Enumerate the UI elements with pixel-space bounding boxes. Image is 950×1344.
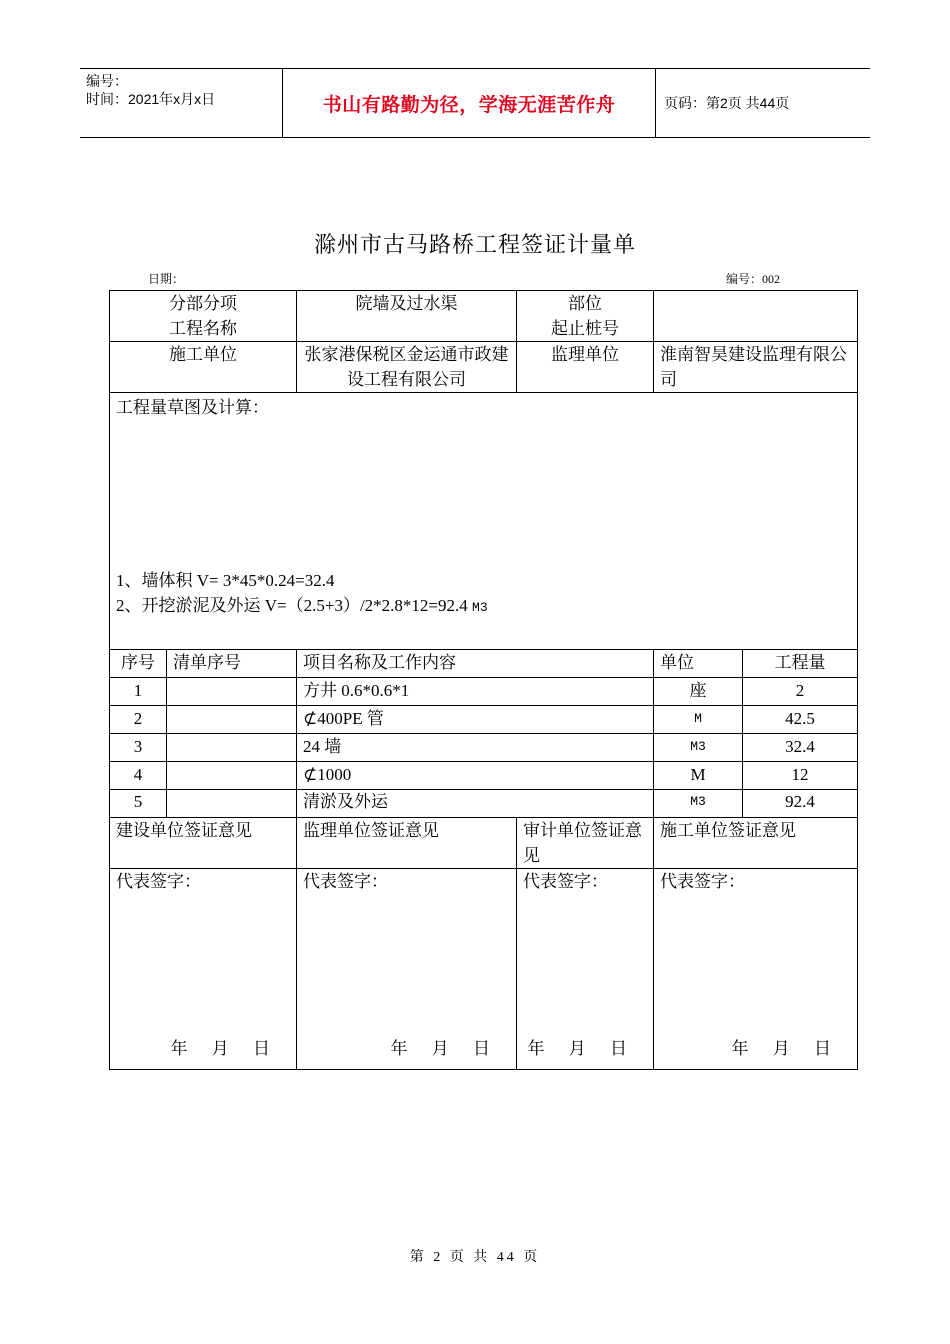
project-label-1: 分部分项 (169, 294, 237, 313)
location-label-2: 起止桩号 (551, 319, 619, 338)
row-unit: 座 (654, 678, 743, 706)
header-motto: 书山有路勤为径，学海无涯苦作舟 (282, 69, 656, 137)
header-meta (86, 72, 282, 108)
project-value: 院墙及过水渠 (297, 291, 517, 342)
location-value (654, 291, 858, 342)
rep-signature-label: 代表签字： (116, 872, 201, 891)
table-row (110, 734, 858, 762)
document-number: 编号：002 (726, 272, 781, 286)
header-name: 项目名称及工作内容 (297, 650, 654, 678)
row-list-no (167, 762, 297, 790)
sign-cell-contractor (654, 869, 858, 1070)
sign-header-contractor: 施工单位签证意见 (654, 818, 858, 869)
rep-signature-label: 代表签字： (303, 872, 388, 891)
sign-cell-owner (110, 869, 297, 1070)
sign-cell-supervisor (297, 869, 517, 1070)
calculation-line-2 (116, 593, 851, 620)
header-page-info: 页码：第2页 共44页 (664, 95, 790, 111)
contractor-label: 施工单位 (110, 342, 297, 393)
row-quantity: 12 (743, 762, 858, 790)
sign-date: 年 月 日 (527, 1039, 637, 1058)
project-row (110, 291, 858, 342)
row-name: 清淤及外运 (297, 790, 654, 818)
contractor-row (110, 342, 858, 393)
page-footer: 第 2 页 共 44 页 (409, 1250, 541, 1265)
table-row (110, 762, 858, 790)
table-row (110, 678, 858, 706)
row-name: 方井 0.6*0.6*1 (297, 678, 654, 706)
rep-signature-label: 代表签字： (660, 872, 745, 891)
header-unit: 单位 (654, 650, 743, 678)
row-name: ⊄400PE 管 (297, 706, 654, 734)
date-label: 日期： (148, 272, 185, 286)
rep-signature-label: 代表签字： (523, 872, 608, 891)
row-unit: M (654, 762, 743, 790)
sign-cell-audit (517, 869, 654, 1070)
sign-header-supervisor: 监理单位签证意见 (297, 818, 517, 869)
header-number-label: 编号： (86, 73, 128, 89)
row-seq: 4 (110, 762, 167, 790)
table-row (110, 790, 858, 818)
sign-header-audit: 审计单位签证意见 (517, 818, 654, 869)
calculation-line-2-unit: M3 (472, 600, 488, 615)
row-unit: M (654, 706, 743, 734)
row-quantity: 32.4 (743, 734, 858, 762)
row-list-no (167, 678, 297, 706)
row-seq: 1 (110, 678, 167, 706)
sign-header-owner: 建设单位签证意见 (110, 818, 297, 869)
sign-date: 年 月 日 (390, 1039, 500, 1058)
header-seq: 序号 (110, 650, 167, 678)
measurement-form (109, 290, 858, 1070)
row-name: ⊄1000 (297, 762, 654, 790)
signature-row (110, 869, 858, 1070)
row-seq: 5 (110, 790, 167, 818)
page-title: 滁州市古马路桥工程签证计量单 (313, 232, 636, 257)
header-quantity: 工程量 (743, 650, 858, 678)
sign-date: 年 月 日 (731, 1039, 841, 1058)
row-unit: M3 (654, 734, 743, 762)
supervisor-label: 监理单位 (517, 342, 654, 393)
header-list-no: 清单序号 (167, 650, 297, 678)
row-seq: 3 (110, 734, 167, 762)
location-label-cell (517, 291, 654, 342)
row-unit: M3 (654, 790, 743, 818)
row-quantity: 42.5 (743, 706, 858, 734)
header-time-label: 时间：2021年x月x日 (86, 91, 216, 107)
row-list-no (167, 706, 297, 734)
document-header (80, 68, 870, 138)
location-label-1: 部位 (568, 294, 602, 313)
row-quantity: 92.4 (743, 790, 858, 818)
calculation-heading: 工程量草图及计算： (116, 398, 269, 417)
row-name: 24 墙 (297, 734, 654, 762)
calculation-row (110, 393, 858, 650)
items-header-row (110, 650, 858, 678)
calculation-line-1: 1、墙体积 V= 3*45*0.24=32.4 (116, 571, 335, 590)
project-label-2: 工程名称 (169, 319, 237, 338)
row-seq: 2 (110, 706, 167, 734)
row-list-no (167, 734, 297, 762)
row-list-no (167, 790, 297, 818)
calculation-cell (110, 393, 858, 650)
supervisor-value: 淮南智昊建设监理有限公司 (654, 342, 858, 393)
sign-date: 年 月 日 (170, 1039, 280, 1058)
table-row (110, 706, 858, 734)
signature-header-row (110, 818, 858, 869)
calculation-line-2-text: 2、开挖淤泥及外运 V=（2.5+3）/2*2.8*12=92.4 (116, 596, 473, 615)
contractor-value: 张家港保税区金运通市政建设工程有限公司 (297, 342, 517, 393)
row-quantity: 2 (743, 678, 858, 706)
project-label-cell (110, 291, 297, 342)
